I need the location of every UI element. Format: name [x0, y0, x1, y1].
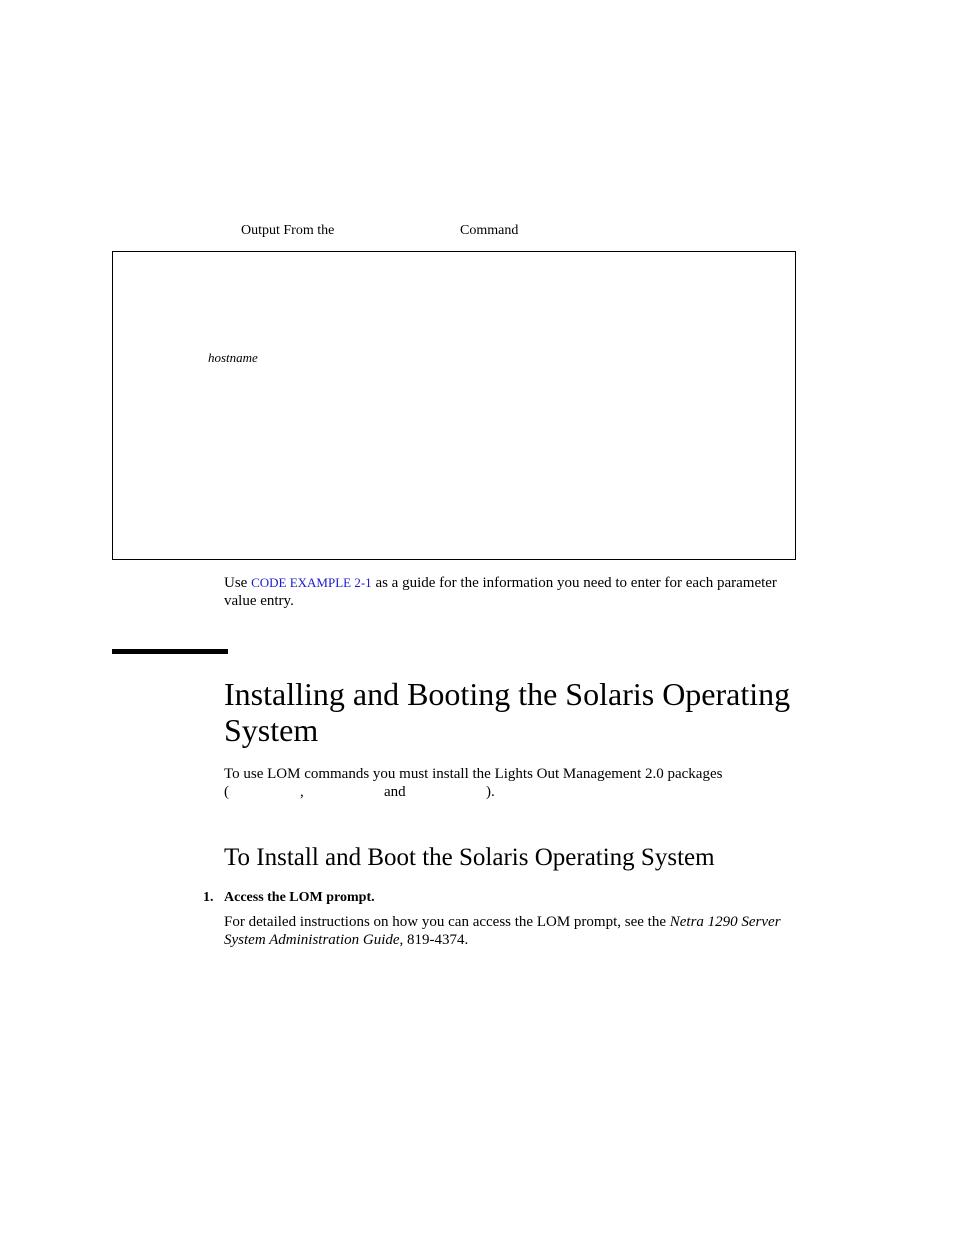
- code-hostname-placeholder: hostname: [208, 350, 258, 365]
- section-rule: [112, 649, 228, 654]
- guide-paragraph: [224, 574, 796, 610]
- intro-close-paren: ).: [486, 784, 495, 800]
- step-text-prefix: For detailed instructions on how you can access the LOM prompt, see the: [224, 914, 666, 930]
- section-heading: Installing and Booting the Solaris Operating System: [224, 676, 791, 748]
- step-number: 1.: [203, 890, 214, 905]
- intro-comma: ,: [300, 784, 304, 800]
- code-example-link[interactable]: CODE EXAMPLE 2-1: [251, 575, 372, 590]
- step-doc-title: Netra 1290 Server System Administration Guide: [224, 914, 781, 948]
- step-title: Access the LOM prompt.: [224, 890, 375, 905]
- step-description: [224, 913, 796, 949]
- intro-line-1: To use LOM commands you must install the Lights Out Management 2.0 packages: [224, 766, 723, 782]
- code-example-box: [112, 251, 796, 560]
- code-example-caption-part1: Output From the: [241, 223, 335, 238]
- code-example-caption-part2: Command: [460, 223, 519, 238]
- step-text-suffix: , 819-4374.: [399, 932, 469, 948]
- guide-prefix: Use: [224, 575, 248, 591]
- procedure-heading: To Install and Boot the Solaris Operating System: [224, 844, 715, 871]
- intro-open-paren: (: [224, 784, 229, 800]
- intro-and: and: [384, 784, 406, 800]
- guide-suffix: as a guide for the information you need to enter for each parameter value entry.: [224, 575, 777, 609]
